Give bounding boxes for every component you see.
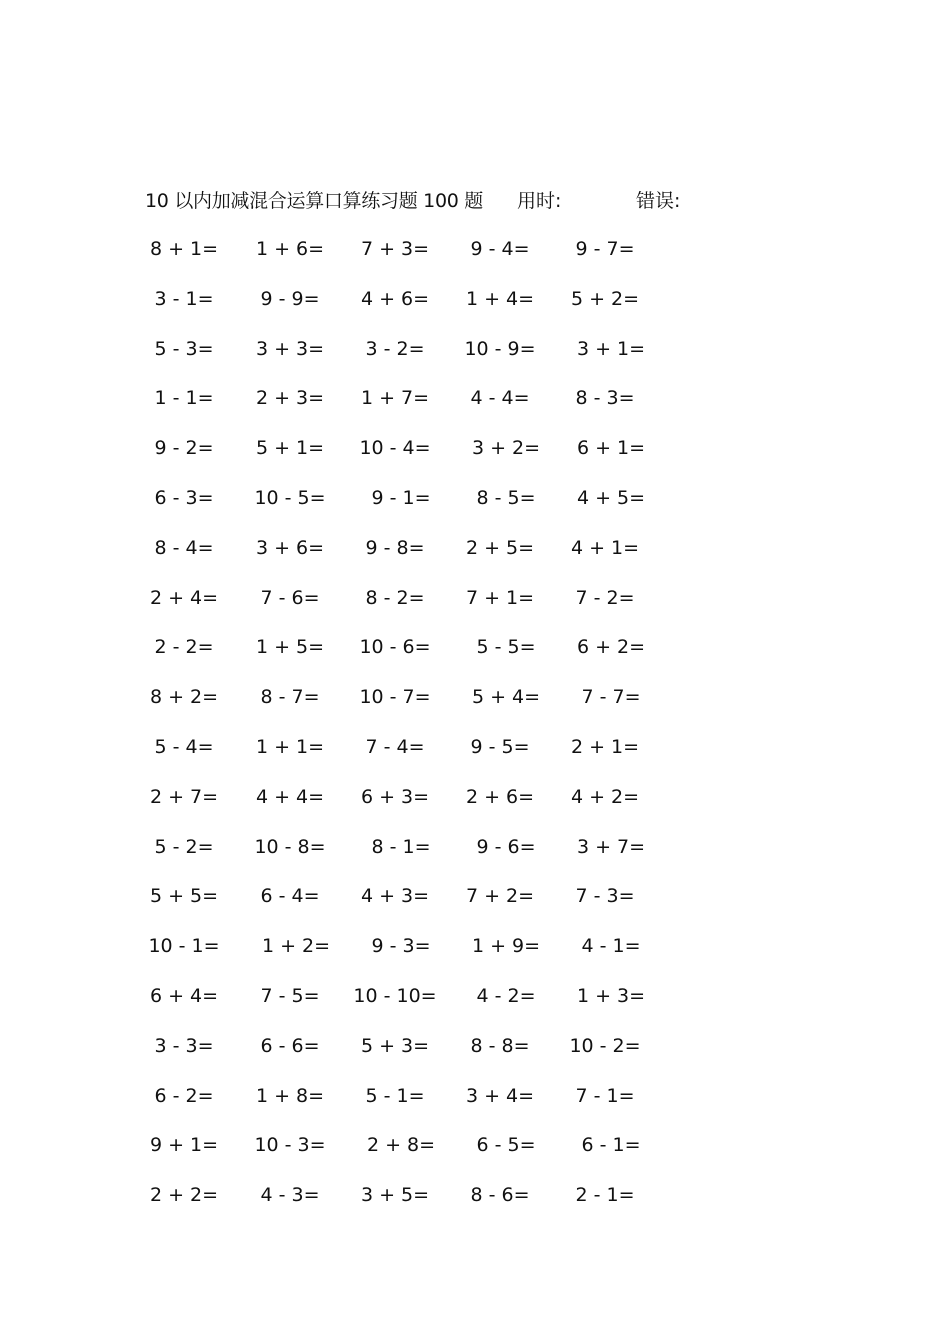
problem-item: 3 + 2= [471,437,541,460]
problem-item: 3 - 3= [154,1034,214,1057]
problem-row [0,1081,950,1131]
problem-row [0,832,950,882]
problem-row [0,632,950,682]
problem-row [0,383,950,433]
problem-item: 8 - 1= [371,835,431,858]
problem-item: 5 + 5= [149,885,219,908]
problem-item: 5 - 4= [154,735,214,758]
problem-item: 3 + 3= [255,337,325,360]
problem-item: 4 - 1= [581,935,641,958]
problem-item: 3 + 1= [576,337,646,360]
problem-item: 10 - 1= [148,935,220,958]
problem-item: 1 + 9= [471,935,541,958]
problem-item: 8 - 7= [260,686,320,709]
problem-item: 6 - 6= [260,1034,320,1057]
problem-item: 4 + 5= [576,486,646,509]
problem-item: 10 - 8= [254,835,326,858]
problem-item: 10 - 3= [254,1134,326,1157]
problem-row [0,1031,950,1081]
problem-item: 8 - 2= [365,586,425,609]
problem-item: 2 - 2= [154,636,214,659]
problem-item: 5 + 3= [360,1034,430,1057]
problem-row [0,234,950,284]
problem-item: 2 + 7= [149,785,219,808]
problem-item: 2 + 8= [366,1134,436,1157]
problem-item: 8 - 5= [476,486,536,509]
problem-item: 4 + 3= [360,885,430,908]
problem-item: 10 - 9= [464,337,536,360]
problem-row [0,732,950,782]
problem-row [0,881,950,931]
problem-item: 4 + 1= [570,536,640,559]
problem-item: 10 - 6= [359,636,431,659]
problem-item: 4 + 2= [570,785,640,808]
problem-item: 9 - 4= [470,238,530,260]
problem-item: 5 - 5= [476,636,536,659]
problem-item: 7 + 2= [465,885,535,908]
problem-row [0,782,950,832]
problem-item: 6 - 3= [154,486,214,509]
problem-item: 10 - 7= [359,686,431,709]
problem-item: 3 + 5= [360,1184,430,1207]
problem-item: 9 - 5= [470,735,530,758]
problem-item: 2 + 5= [465,536,535,559]
problem-row [0,433,950,483]
problem-item: 7 - 3= [575,885,635,908]
problem-item: 1 + 7= [360,387,430,410]
problem-grid [0,234,950,1230]
problem-item: 2 - 1= [575,1184,635,1207]
problem-item: 2 + 1= [570,735,640,758]
problem-row [0,483,950,533]
problem-item: 3 - 1= [154,287,214,310]
error-label: 错误: [636,190,681,212]
problem-item: 2 + 6= [465,785,535,808]
problem-row [0,284,950,334]
problem-item: 5 + 4= [471,686,541,709]
problem-item: 5 + 2= [570,287,640,310]
problem-item: 8 - 3= [575,387,635,410]
problem-row [0,682,950,732]
problem-item: 9 - 3= [371,935,431,958]
problem-item: 3 + 6= [255,536,325,559]
problem-item: 9 - 7= [575,238,635,260]
problem-item: 9 - 9= [260,287,320,310]
problem-item: 5 - 2= [154,835,214,858]
problem-row [0,583,950,633]
problem-item: 8 - 4= [154,536,214,559]
problem-item: 4 - 4= [470,387,530,410]
problem-item: 5 - 3= [154,337,214,360]
problem-item: 5 + 1= [255,437,325,460]
problem-row [0,334,950,384]
problem-item: 7 - 5= [260,984,320,1007]
problem-item: 10 - 2= [569,1034,641,1057]
problem-item: 6 + 2= [576,636,646,659]
problem-item: 7 - 4= [365,735,425,758]
problem-item: 7 + 3= [360,238,430,260]
problem-item: 10 - 10= [353,984,437,1007]
problem-item: 1 + 8= [255,1084,325,1107]
problem-item: 4 - 2= [476,984,536,1007]
problem-item: 3 + 7= [576,835,646,858]
problem-item: 7 - 6= [260,586,320,609]
problem-item: 7 - 2= [575,586,635,609]
problem-row [0,1130,950,1180]
problem-item: 2 + 4= [149,586,219,609]
problem-item: 8 + 2= [149,686,219,709]
problem-item: 1 - 1= [154,387,214,410]
problem-item: 7 - 7= [581,686,641,709]
problem-item: 6 - 1= [581,1134,641,1157]
problem-item: 9 - 1= [371,486,431,509]
problem-item: 9 - 2= [154,437,214,460]
problem-item: 3 - 2= [365,337,425,360]
worksheet-header [0,186,950,216]
problem-item: 5 - 1= [365,1084,425,1107]
problem-item: 7 - 1= [575,1084,635,1107]
problem-row [0,1180,950,1230]
problem-item: 4 - 3= [260,1184,320,1207]
time-label: 用时: [517,190,562,212]
problem-item: 1 + 6= [255,238,325,260]
problem-item: 10 - 5= [254,486,326,509]
problem-item: 6 - 2= [154,1084,214,1107]
problem-item: 2 + 3= [255,387,325,410]
problem-item: 9 + 1= [149,1134,219,1157]
problem-item: 4 + 4= [255,785,325,808]
problem-item: 6 - 5= [476,1134,536,1157]
problem-item: 6 + 3= [360,785,430,808]
problem-item: 2 + 2= [149,1184,219,1207]
problem-item: 10 - 4= [359,437,431,460]
problem-item: 7 + 1= [465,586,535,609]
problem-item: 6 - 4= [260,885,320,908]
problem-item: 1 + 3= [576,984,646,1007]
problem-item: 8 - 6= [470,1184,530,1207]
problem-item: 1 + 4= [465,287,535,310]
problem-item: 9 - 8= [365,536,425,559]
problem-row [0,533,950,583]
problem-item: 8 + 1= [149,238,219,260]
problem-row [0,981,950,1031]
problem-item: 6 + 4= [149,984,219,1007]
problem-row [0,931,950,981]
problem-item: 1 + 2= [261,935,331,958]
problem-item: 8 - 8= [470,1034,530,1057]
problem-item: 9 - 6= [476,835,536,858]
problem-item: 3 + 4= [465,1084,535,1107]
problem-item: 1 + 5= [255,636,325,659]
worksheet-title: 10 以内加减混合运算口算练习题 100 题 [145,190,483,212]
problem-item: 1 + 1= [255,735,325,758]
problem-item: 4 + 6= [360,287,430,310]
problem-item: 6 + 1= [576,437,646,460]
